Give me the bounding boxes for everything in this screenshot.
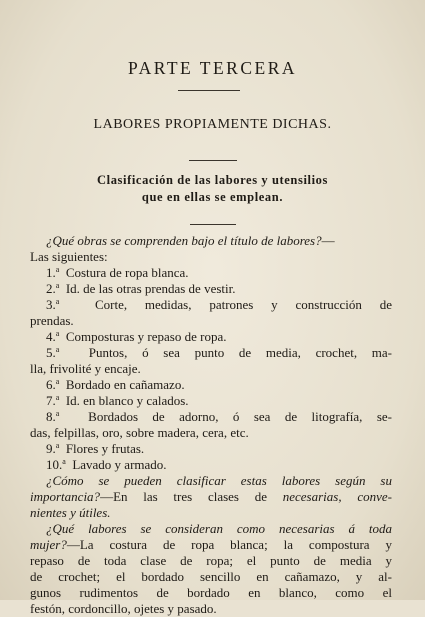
item-text: Id. de las otras prendas de vestir. bbox=[65, 281, 236, 296]
list-item bbox=[30, 409, 392, 425]
item-text: Corte, medidas, patrones y construcción de bbox=[94, 297, 392, 312]
body-text bbox=[30, 233, 392, 617]
dash: — bbox=[321, 233, 335, 248]
item-ordinal: a bbox=[55, 297, 60, 306]
item-number: 5. bbox=[46, 345, 56, 360]
answer-line: festón, cordoncillo, ojetes y pasado. bbox=[30, 601, 217, 616]
question-line bbox=[30, 233, 392, 249]
divider-rule bbox=[178, 90, 240, 91]
item-text: Composturas y repaso de ropa. bbox=[65, 329, 227, 344]
classification-heading bbox=[30, 172, 395, 206]
question-text: ¿Qué obras se comprenden bajo el título de labores? bbox=[46, 233, 322, 248]
classification-heading-line: Clasificación de las labores y utensilios bbox=[97, 173, 328, 187]
item-number: 6. bbox=[46, 377, 56, 392]
list-item bbox=[30, 265, 392, 281]
item-number: 1. bbox=[46, 265, 56, 280]
answer-text: nientes y útiles. bbox=[30, 505, 111, 520]
item-ordinal: a bbox=[55, 265, 60, 274]
list-item bbox=[30, 441, 392, 457]
item-number: 10. bbox=[46, 457, 63, 472]
item-text: Lavado y armado. bbox=[72, 457, 167, 472]
list-item-continuation: das, felpillas, oro, sobre madera, cera, etc. bbox=[30, 425, 249, 440]
answer-text: necesarias, conve- bbox=[282, 489, 392, 504]
answer-line: repaso de toda clase de ropa; el punto de media y bbox=[30, 553, 392, 568]
answer-line: Las siguientes: bbox=[30, 249, 108, 264]
question-line bbox=[30, 521, 392, 537]
question-text: mujer? bbox=[30, 537, 67, 552]
question-line bbox=[30, 489, 392, 505]
question-text: ¿Cómo se pueden clasificar estas labores según su bbox=[46, 473, 392, 488]
part-title: PARTE TERCERA bbox=[127, 58, 298, 78]
divider-rule bbox=[189, 160, 237, 161]
item-ordinal: a bbox=[55, 393, 60, 402]
item-ordinal: a bbox=[55, 345, 60, 354]
list-item-continuation: lla, frivolité y encaje. bbox=[30, 361, 141, 376]
item-number: 8. bbox=[46, 409, 56, 424]
item-number: 7. bbox=[46, 393, 56, 408]
item-number: 4. bbox=[46, 329, 56, 344]
item-ordinal: a bbox=[55, 377, 60, 386]
divider-rule bbox=[190, 224, 236, 225]
list-item bbox=[30, 297, 392, 313]
item-number: 3. bbox=[46, 297, 56, 312]
section-title: LABORES PROPIAMENTE DICHAS. bbox=[93, 117, 332, 132]
list-item-continuation: prendas. bbox=[30, 313, 74, 328]
answer-line: de crochet; el bordado sencillo en cañamazo, y al- bbox=[30, 569, 392, 584]
list-item bbox=[30, 457, 392, 473]
answer-text: —En las tres clases de bbox=[100, 489, 283, 504]
labor-list bbox=[30, 265, 392, 473]
list-item bbox=[30, 281, 392, 297]
list-item bbox=[30, 393, 392, 409]
item-number: 2. bbox=[46, 281, 56, 296]
item-text: Flores y frutas. bbox=[65, 441, 145, 456]
list-item bbox=[30, 329, 392, 345]
item-text: Id. en blanco y calados. bbox=[65, 393, 189, 408]
item-ordinal: a bbox=[55, 409, 60, 418]
list-item bbox=[30, 345, 392, 361]
question-text: importancia? bbox=[30, 489, 101, 504]
classification-heading-line: que en ellas se emplean. bbox=[141, 190, 284, 204]
item-ordinal: a bbox=[62, 457, 66, 466]
answer-line bbox=[30, 505, 392, 521]
item-ordinal: a bbox=[55, 329, 60, 338]
question-line bbox=[30, 473, 392, 489]
item-ordinal: a bbox=[55, 281, 60, 290]
item-text: Bordados de adorno, ó sea de litografía, se- bbox=[88, 409, 392, 424]
answer-text: —La costura de ropa blanca; la compostura y bbox=[66, 537, 392, 552]
list-item bbox=[30, 377, 392, 393]
item-number: 9. bbox=[46, 441, 56, 456]
question-text: ¿Qué labores se consideran como necesarias á toda bbox=[46, 521, 392, 536]
question-line bbox=[30, 537, 392, 553]
item-text: Costura de ropa blanca. bbox=[65, 265, 189, 280]
item-text: Bordado en cañamazo. bbox=[65, 377, 185, 392]
item-ordinal: a bbox=[55, 441, 60, 450]
answer-line: gunos rudimentos de bordado en blanco, como el bbox=[30, 585, 392, 600]
item-text: Puntos, ó sea punto de media, crochet, ma- bbox=[88, 345, 392, 360]
